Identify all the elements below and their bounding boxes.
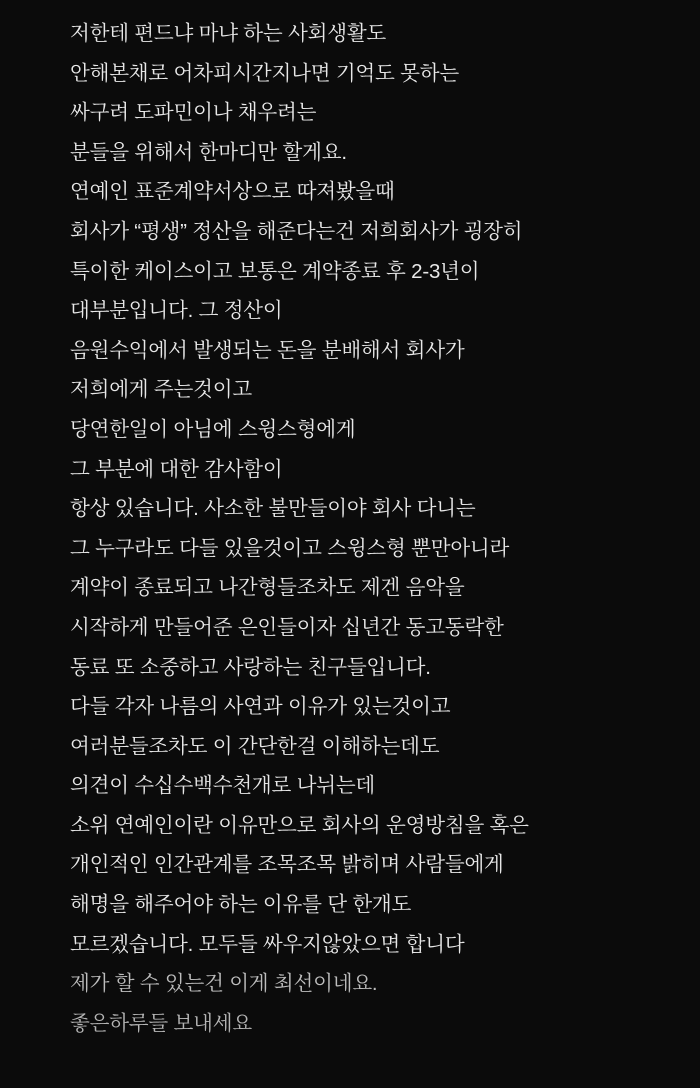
- text-line-closing: 좋은하루들 보내세요: [70, 1011, 252, 1035]
- text-line: 시작하게 만들어준 은인들이자 십년간 동고동락한: [70, 615, 504, 639]
- statement-body: [70, 14, 674, 1043]
- text-line: 소위 연예인이란 이유만으로 회사의 운영방침을 혹은: [70, 813, 529, 837]
- text-line: 대부분입니다. 그 정산이: [70, 299, 283, 323]
- text-line: 음원수익에서 발생되는 돈을 분배해서 회사가: [70, 338, 465, 362]
- text-line: 그 누구라도 다들 있을것이고 스윙스형 뿐만아니라: [70, 536, 510, 560]
- text-line: 다들 각자 나름의 사연과 이유가 있는것이고: [70, 695, 451, 719]
- text-line: 저한테 편드냐 마냐 하는 사회생활도: [70, 22, 387, 45]
- text-line: 항상 있습니다. 사소한 불만들이야 회사 다니는: [70, 497, 476, 521]
- text-line: 안해본채로 어차피시간지나면 기억도 못하는: [70, 61, 459, 85]
- text-line: 회사가 “평생” 정산을 해준다는건 저희회사가 굉장히: [70, 219, 523, 243]
- text-line: 동료 또 소중하고 사랑하는 친구들입니다.: [70, 655, 431, 679]
- text-line: 그 부분에 대한 감사함이: [70, 457, 283, 481]
- text-line: 저희에게 주는것이고: [70, 378, 252, 402]
- text-line: 개인적인 인간관계를 조목조목 밝히며 사람들에게: [70, 853, 504, 877]
- text-line: 제가 할 수 있는건 이게 최선이네요.: [70, 972, 378, 996]
- text-line: 의견이 수십수백수천개로 나뉘는데: [70, 774, 376, 798]
- text-line: 싸구려 도파민이나 채우려는: [70, 101, 317, 125]
- text-line: 해명을 해주어야 하는 이유를 단 한개도: [70, 893, 412, 917]
- text-line: 여러분들조차도 이 간단한걸 이해하는데도: [70, 734, 440, 758]
- text-line: 모르겠습니다. 모두들 싸우지않았으면 합니다: [70, 932, 465, 956]
- text-line: 분들을 위해서 한마디만 할게요.: [70, 140, 347, 164]
- text-line: 당연한일이 아님에 스윙스형에게: [70, 417, 356, 441]
- text-line: 계약이 종료되고 나간형들조차도 제겐 음악을: [70, 576, 465, 600]
- text-line: 특이한 케이스이고 보통은 계약종료 후 2-3년이: [70, 259, 480, 283]
- text-line: 연예인 표준계약서상으로 따져봤을때: [70, 180, 395, 204]
